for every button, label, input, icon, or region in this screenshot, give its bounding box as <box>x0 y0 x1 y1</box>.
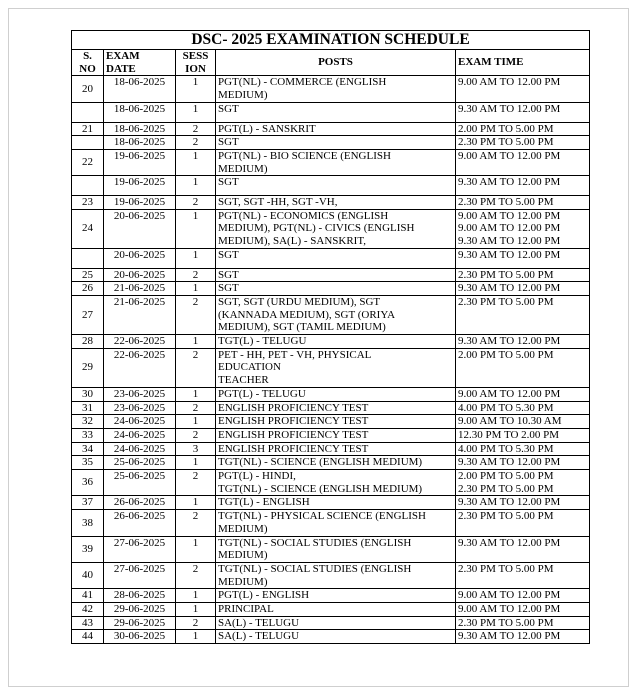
serial-number-cell: 32 <box>72 415 104 429</box>
exam-time-cell <box>456 616 590 630</box>
table-row <box>72 149 590 175</box>
serial-number-cell: 41 <box>72 589 104 603</box>
exam-time-cell <box>456 248 590 268</box>
serial-number-cell <box>72 176 104 196</box>
time-line: 9.00 AM TO 10.30 AM <box>458 415 562 428</box>
exam-time-cell <box>456 496 590 510</box>
post-line: ENGLISH PROFICIENCY TEST <box>218 442 369 455</box>
time-line: 9.30 AM TO 12.00 PM <box>458 102 561 115</box>
time-line: 9.00 AM TO 12.00 PM <box>458 603 561 616</box>
exam-date-cell: 24-06-2025 <box>104 442 176 456</box>
session-cell: 1 <box>176 76 216 102</box>
exam-time-cell <box>456 401 590 415</box>
time-line: 9.30 AM TO 12.00 PM <box>458 536 561 549</box>
time-line: 4.00 PM TO 5.30 PM <box>458 442 554 455</box>
exam-time-cell <box>456 348 590 387</box>
posts-cell <box>216 470 456 496</box>
posts-cell <box>216 630 456 644</box>
table-row <box>72 387 590 401</box>
post-line: PGT(NL) - COMMERCE (ENGLISH <box>218 76 387 89</box>
time-line: 2.30 PM TO 5.00 PM <box>458 510 554 523</box>
time-line: 9.30 AM TO 12.00 PM <box>458 630 561 643</box>
time-line: 9.30 AM TO 12.00 PM <box>458 496 561 509</box>
post-line: MEDIUM), PGT(NL) - CIVICS (ENGLISH <box>218 222 415 235</box>
table-row <box>72 282 590 296</box>
post-line: ENGLISH PROFICIENCY TEST <box>218 415 369 428</box>
serial-number-cell: 37 <box>72 496 104 510</box>
session-cell: 1 <box>176 387 216 401</box>
session-cell: 1 <box>176 149 216 175</box>
table-row <box>72 536 590 562</box>
session-cell: 1 <box>176 415 216 429</box>
exam-date-cell: 29-06-2025 <box>104 603 176 617</box>
table-row <box>72 295 590 334</box>
time-line: 9.30 AM TO 12.00 PM <box>458 335 561 348</box>
exam-date-cell: 25-06-2025 <box>104 456 176 470</box>
serial-number-cell: 26 <box>72 282 104 296</box>
exam-time-cell <box>456 562 590 588</box>
posts-cell <box>216 76 456 102</box>
post-line: MEDIUM) <box>218 162 268 175</box>
exam-time-cell <box>456 456 590 470</box>
serial-number-cell: 22 <box>72 149 104 175</box>
post-line: PGT(L) - TELUGU <box>218 387 306 400</box>
post-line: TGT(NL) - SOCIAL STUDIES (ENGLISH <box>218 536 412 549</box>
posts-cell <box>216 510 456 536</box>
time-line: 9.30 AM TO 12.00 PM <box>458 282 561 295</box>
session-cell: 1 <box>176 589 216 603</box>
exam-date-cell: 21-06-2025 <box>104 295 176 334</box>
serial-number-cell: 42 <box>72 603 104 617</box>
time-line: 9.30 AM TO 12.00 PM <box>458 176 561 189</box>
serial-number-cell: 39 <box>72 536 104 562</box>
exam-date-cell: 18-06-2025 <box>104 76 176 102</box>
posts-cell <box>216 295 456 334</box>
session-cell: 2 <box>176 401 216 415</box>
serial-number-cell: 28 <box>72 335 104 349</box>
post-line: MEDIUM) <box>218 522 268 535</box>
time-line: 2.00 PM TO 5.00 PM <box>458 470 554 483</box>
exam-time-cell <box>456 136 590 150</box>
posts-cell <box>216 176 456 196</box>
session-cell: 2 <box>176 348 216 387</box>
serial-number-cell: 44 <box>72 630 104 644</box>
table-row <box>72 616 590 630</box>
exam-date-cell: 18-06-2025 <box>104 122 176 136</box>
exam-date-cell: 22-06-2025 <box>104 335 176 349</box>
post-line: MEDIUM), SA(L) - SANSKRIT, <box>218 235 366 248</box>
time-line: 2.30 PM TO 5.00 PM <box>458 482 554 495</box>
table-row <box>72 268 590 282</box>
exam-time-cell <box>456 209 590 248</box>
table-row <box>72 510 590 536</box>
exam-time-cell <box>456 335 590 349</box>
posts-cell <box>216 536 456 562</box>
exam-date-cell: 24-06-2025 <box>104 428 176 442</box>
table-row <box>72 209 590 248</box>
session-cell: 2 <box>176 510 216 536</box>
time-line: 2.00 PM TO 5.00 PM <box>458 122 554 135</box>
table-row <box>72 401 590 415</box>
session-cell: 3 <box>176 442 216 456</box>
posts-cell <box>216 149 456 175</box>
session-cell: 2 <box>176 196 216 210</box>
posts-cell <box>216 616 456 630</box>
exam-date-cell: 27-06-2025 <box>104 536 176 562</box>
post-line: TGT(NL) - PHYSICAL SCIENCE (ENGLISH <box>218 510 426 523</box>
schedule-title: DSC- 2025 EXAMINATION SCHEDULE <box>72 31 590 50</box>
session-cell: 1 <box>176 630 216 644</box>
time-line: 9.30 AM TO 12.00 PM <box>458 235 561 248</box>
post-line: SGT <box>218 268 239 281</box>
serial-number-cell: 29 <box>72 348 104 387</box>
post-line: SGT <box>218 102 239 115</box>
table-row <box>72 470 590 496</box>
exam-time-cell <box>456 442 590 456</box>
serial-number-cell <box>72 102 104 122</box>
post-line: PGT(NL) - BIO SCIENCE (ENGLISH <box>218 149 391 162</box>
exam-time-cell <box>456 268 590 282</box>
serial-number-cell <box>72 248 104 268</box>
session-cell: 2 <box>176 268 216 282</box>
time-line: 2.30 PM TO 5.00 PM <box>458 295 554 308</box>
time-line: 2.30 PM TO 5.00 PM <box>458 268 554 281</box>
serial-number-cell: 20 <box>72 76 104 102</box>
posts-cell <box>216 456 456 470</box>
exam-date-cell: 21-06-2025 <box>104 282 176 296</box>
posts-cell <box>216 401 456 415</box>
exam-date-cell: 26-06-2025 <box>104 496 176 510</box>
serial-number-cell <box>72 136 104 150</box>
session-cell: 2 <box>176 562 216 588</box>
table-row <box>72 335 590 349</box>
posts-cell <box>216 428 456 442</box>
table-row <box>72 136 590 150</box>
exam-time-cell <box>456 282 590 296</box>
time-line: 9.00 AM TO 12.00 PM <box>458 76 561 89</box>
session-cell: 1 <box>176 102 216 122</box>
header-serial-number: S. NO <box>72 50 104 76</box>
exam-time-cell <box>456 415 590 429</box>
post-line: SGT <box>218 248 239 261</box>
post-line: SGT <box>218 176 239 189</box>
post-line: ENGLISH PROFICIENCY TEST <box>218 428 369 441</box>
time-line: 12.30 PM TO 2.00 PM <box>458 428 560 441</box>
exam-time-cell <box>456 295 590 334</box>
serial-number-cell: 34 <box>72 442 104 456</box>
exam-time-cell <box>456 76 590 102</box>
post-line: MEDIUM) <box>218 89 268 102</box>
post-line: MEDIUM) <box>218 575 268 588</box>
post-line: TEACHER <box>218 374 269 387</box>
posts-cell <box>216 603 456 617</box>
serial-number-cell: 40 <box>72 562 104 588</box>
exam-date-cell: 20-06-2025 <box>104 268 176 282</box>
post-line: ENGLISH PROFICIENCY TEST <box>218 401 369 414</box>
exam-date-cell: 19-06-2025 <box>104 149 176 175</box>
session-cell: 2 <box>176 295 216 334</box>
serial-number-cell: 27 <box>72 295 104 334</box>
table-row <box>72 248 590 268</box>
serial-number-cell: 21 <box>72 122 104 136</box>
exam-date-cell: 22-06-2025 <box>104 348 176 387</box>
post-line: SGT <box>218 136 239 149</box>
table-row <box>72 415 590 429</box>
session-cell: 1 <box>176 176 216 196</box>
post-line: TGT(NL) - SCIENCE (ENGLISH MEDIUM) <box>218 456 423 469</box>
time-line: 9.00 AM TO 12.00 PM <box>458 589 561 602</box>
table-row <box>72 76 590 102</box>
exam-date-cell: 26-06-2025 <box>104 510 176 536</box>
header-row <box>72 50 590 76</box>
exam-date-cell: 29-06-2025 <box>104 616 176 630</box>
exam-date-cell: 18-06-2025 <box>104 136 176 150</box>
posts-cell <box>216 209 456 248</box>
table-row <box>72 603 590 617</box>
session-cell: 1 <box>176 282 216 296</box>
serial-number-cell: 38 <box>72 510 104 536</box>
time-line: 9.00 AM TO 12.00 PM <box>458 222 561 235</box>
serial-number-cell: 30 <box>72 387 104 401</box>
post-line: SA(L) - TELUGU <box>218 630 300 643</box>
time-line: 9.00 AM TO 12.00 PM <box>458 209 561 222</box>
session-cell: 1 <box>176 496 216 510</box>
exam-time-cell <box>456 428 590 442</box>
header-exam-date: EXAM DATE <box>104 50 176 76</box>
table-row <box>72 562 590 588</box>
posts-cell <box>216 442 456 456</box>
posts-cell <box>216 415 456 429</box>
posts-cell <box>216 248 456 268</box>
posts-cell <box>216 335 456 349</box>
header-posts: POSTS <box>216 50 456 76</box>
exam-time-cell <box>456 176 590 196</box>
time-line: 2.30 PM TO 5.00 PM <box>458 136 554 149</box>
post-line: TGT(L) - ENGLISH <box>218 496 310 509</box>
exam-time-cell <box>456 630 590 644</box>
post-line: SA(L) - TELUGU <box>218 616 300 629</box>
session-cell: 1 <box>176 536 216 562</box>
serial-number-cell: 23 <box>72 196 104 210</box>
post-line: MEDIUM), SGT (TAMIL MEDIUM) <box>218 321 386 334</box>
exam-time-cell <box>456 589 590 603</box>
time-line: 9.30 AM TO 12.00 PM <box>458 456 561 469</box>
post-line: PGT(L) - SANSKRIT <box>218 122 316 135</box>
serial-number-cell: 35 <box>72 456 104 470</box>
exam-date-cell: 30-06-2025 <box>104 630 176 644</box>
post-line: PGT(NL) - ECONOMICS (ENGLISH <box>218 209 389 222</box>
time-line: 2.00 PM TO 5.00 PM <box>458 348 554 361</box>
time-line: 2.30 PM TO 5.00 PM <box>458 196 554 208</box>
post-line: PET - HH, PET - VH, PHYSICAL <box>218 348 372 361</box>
exam-date-cell: 20-06-2025 <box>104 248 176 268</box>
post-line: TGT(L) - TELUGU <box>218 335 307 348</box>
session-cell: 2 <box>176 470 216 496</box>
exam-date-cell: 27-06-2025 <box>104 562 176 588</box>
exam-date-cell: 18-06-2025 <box>104 102 176 122</box>
posts-cell <box>216 102 456 122</box>
table-row <box>72 102 590 122</box>
header-session: SESS ION <box>176 50 216 76</box>
exam-time-cell <box>456 470 590 496</box>
post-line: EDUCATION <box>218 361 281 374</box>
time-line: 9.00 AM TO 12.00 PM <box>458 387 561 400</box>
table-row <box>72 348 590 387</box>
exam-time-cell <box>456 536 590 562</box>
posts-cell <box>216 387 456 401</box>
posts-cell <box>216 348 456 387</box>
time-line: 2.30 PM TO 5.00 PM <box>458 616 554 629</box>
session-cell: 2 <box>176 122 216 136</box>
serial-number-cell: 43 <box>72 616 104 630</box>
posts-cell <box>216 589 456 603</box>
table-row <box>72 196 590 210</box>
exam-time-cell <box>456 510 590 536</box>
session-cell: 1 <box>176 335 216 349</box>
posts-cell <box>216 496 456 510</box>
session-cell: 2 <box>176 136 216 150</box>
time-line: 9.00 AM TO 12.00 PM <box>458 149 561 162</box>
post-line: PRINCIPAL <box>218 603 274 616</box>
time-line: 2.30 PM TO 5.00 PM <box>458 562 554 575</box>
time-line: 4.00 PM TO 5.30 PM <box>458 401 554 414</box>
exam-time-cell <box>456 387 590 401</box>
serial-number-cell: 24 <box>72 209 104 248</box>
table-row <box>72 176 590 196</box>
exam-time-cell <box>456 122 590 136</box>
table-row <box>72 442 590 456</box>
exam-schedule-table <box>71 30 590 644</box>
time-line: 9.30 AM TO 12.00 PM <box>458 248 561 261</box>
table-row <box>72 456 590 470</box>
schedule-body <box>72 76 590 644</box>
session-cell: 2 <box>176 616 216 630</box>
table-row <box>72 589 590 603</box>
exam-time-cell <box>456 149 590 175</box>
header-exam-time: EXAM TIME <box>456 50 590 76</box>
posts-cell <box>216 196 456 210</box>
serial-number-cell: 31 <box>72 401 104 415</box>
exam-date-cell: 23-06-2025 <box>104 387 176 401</box>
exam-date-cell: 24-06-2025 <box>104 415 176 429</box>
exam-date-cell: 28-06-2025 <box>104 589 176 603</box>
post-line: (KANNADA MEDIUM), SGT (ORIYA <box>218 308 396 321</box>
table-row <box>72 428 590 442</box>
serial-number-cell: 36 <box>72 470 104 496</box>
post-line: PGT(L) - ENGLISH <box>218 589 310 602</box>
posts-cell <box>216 282 456 296</box>
post-line: MEDIUM) <box>218 549 268 562</box>
table-row <box>72 630 590 644</box>
exam-time-cell <box>456 603 590 617</box>
posts-cell <box>216 136 456 150</box>
table-row <box>72 496 590 510</box>
exam-date-cell: 20-06-2025 <box>104 209 176 248</box>
session-cell: 1 <box>176 603 216 617</box>
exam-date-cell: 19-06-2025 <box>104 196 176 210</box>
exam-date-cell: 19-06-2025 <box>104 176 176 196</box>
serial-number-cell: 25 <box>72 268 104 282</box>
posts-cell <box>216 268 456 282</box>
session-cell: 1 <box>176 209 216 248</box>
session-cell: 1 <box>176 456 216 470</box>
post-line: PGT(L) - HINDI, <box>218 470 296 483</box>
exam-time-cell <box>456 196 590 210</box>
exam-time-cell <box>456 102 590 122</box>
post-line: TGT(NL) - SOCIAL STUDIES (ENGLISH <box>218 562 412 575</box>
session-cell: 1 <box>176 248 216 268</box>
serial-number-cell: 33 <box>72 428 104 442</box>
exam-date-cell: 25-06-2025 <box>104 470 176 496</box>
post-line: SGT, SGT (URDU MEDIUM), SGT <box>218 295 381 308</box>
post-line: SGT <box>218 282 239 295</box>
posts-cell <box>216 122 456 136</box>
posts-cell <box>216 562 456 588</box>
post-line: TGT(NL) - SCIENCE (ENGLISH MEDIUM) <box>218 482 423 495</box>
table-row <box>72 122 590 136</box>
session-cell: 2 <box>176 428 216 442</box>
exam-date-cell: 23-06-2025 <box>104 401 176 415</box>
post-line: SGT, SGT -HH, SGT -VH, <box>218 196 338 208</box>
